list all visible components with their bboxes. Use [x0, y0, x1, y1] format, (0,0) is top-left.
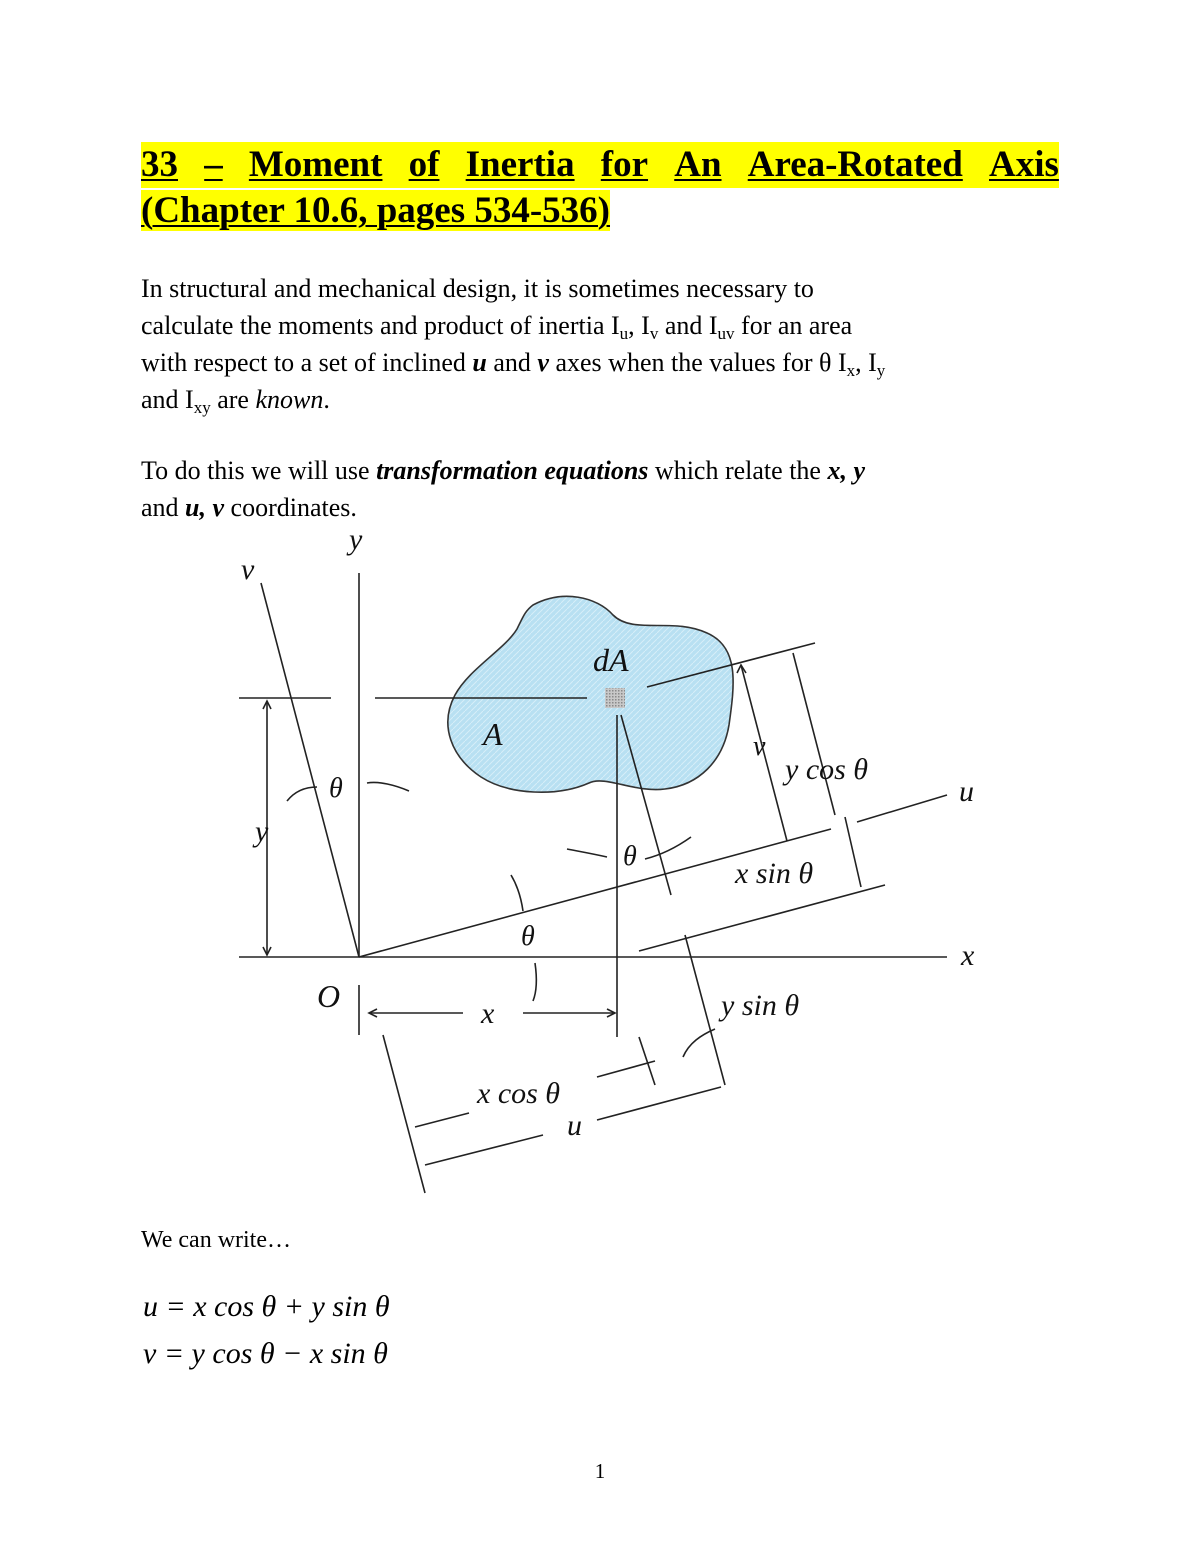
heading-word: of: [409, 142, 440, 188]
subscript: u: [619, 324, 629, 343]
text-run: and I: [141, 385, 194, 414]
text-run: and: [486, 348, 538, 377]
heading-word: Area-Rotated: [748, 142, 963, 188]
theta-low-label: θ: [521, 921, 535, 952]
text-run: and I: [658, 311, 718, 340]
origin-label: O: [317, 978, 341, 1014]
u-axis-line-ext: [857, 795, 947, 822]
u-axis-label: u: [959, 775, 974, 808]
da-label: dA: [593, 642, 629, 678]
heading-word: Inertia: [466, 142, 575, 188]
heading-chapter-ref: (Chapter 10.6, pages 534-536): [141, 190, 610, 231]
xsin-dim-line: [845, 817, 861, 887]
v-axis-label: v: [241, 553, 255, 586]
subscript: v: [649, 324, 659, 343]
theta-arc-low-top: [511, 875, 523, 911]
x-axis-label: x: [961, 939, 975, 972]
ysin-leader: [683, 1029, 715, 1057]
para-line: [141, 344, 1059, 381]
emphasis: u: [472, 348, 487, 377]
da-element: [605, 688, 625, 708]
heading-word: An: [674, 142, 721, 188]
theta-arc-right: [367, 782, 409, 791]
text-run: To do this we will use: [141, 456, 377, 485]
theta-arc-low-bottom: [533, 963, 536, 1001]
text-run: and: [141, 493, 186, 522]
heading-word: Axis: [989, 142, 1059, 188]
equation-text: u = x cos θ + y sin θ: [143, 1290, 390, 1323]
emphasis: known: [255, 385, 324, 414]
u-dim-left: [425, 1135, 543, 1165]
theta-left-label: θ: [329, 773, 343, 804]
subscript: y: [876, 361, 886, 380]
text-run: for an area: [734, 311, 853, 340]
heading-line-2: [141, 188, 1059, 234]
u-dim-right: [597, 1087, 721, 1120]
emphasis: x, y: [827, 456, 865, 485]
write-intro-text: We can write…: [141, 1227, 291, 1253]
text-run: coordinates.: [224, 493, 357, 522]
heading-word: –: [204, 142, 223, 188]
area-label: A: [483, 716, 503, 752]
u-dim-left-ext: [383, 1035, 425, 1193]
text-run: calculate the moments and product of inertia I: [141, 311, 620, 340]
equation-v: [143, 1337, 388, 1371]
para-line: In structural and mechanical design, it is sometimes necessary to: [141, 274, 814, 303]
theta-arc-left: [287, 787, 317, 801]
equation-u: [143, 1290, 390, 1324]
emphasis: u, v: [185, 493, 225, 522]
heading-word: Moment: [249, 142, 383, 188]
theta-mid-label: θ: [623, 841, 637, 872]
u-axis-line: [359, 829, 831, 957]
heading-word: 33: [141, 142, 178, 188]
para-line: [141, 307, 1059, 344]
u-dimension-label: u: [567, 1109, 582, 1142]
x-cos-theta-label: x cos θ: [477, 1077, 561, 1110]
emphasis: v: [537, 348, 549, 377]
text-run: .: [323, 385, 330, 414]
para-line: [141, 489, 1059, 526]
y-axis-label: y: [349, 525, 363, 556]
xcos-dim-right: [597, 1061, 655, 1077]
theta-arc-mid-right: [645, 837, 691, 859]
intro-paragraph: [141, 270, 1059, 418]
heading-line-1: [141, 142, 1059, 188]
text-run: , I: [628, 311, 650, 340]
v-dimension-label: v: [753, 731, 766, 762]
text-run: , I: [855, 348, 877, 377]
xsin-bottom-ext: [639, 885, 885, 951]
x-dimension-label: x: [481, 997, 495, 1030]
text-run: which relate the: [648, 456, 828, 485]
v-axis-line: [261, 583, 359, 957]
text-run: axes when the values for θ I: [548, 348, 847, 377]
equation-text: v = y cos θ − x sin θ: [143, 1337, 388, 1370]
x-sin-theta-label: x sin θ: [735, 857, 814, 890]
subscript: xy: [193, 398, 211, 417]
para-line: [141, 452, 1059, 489]
text-run: with respect to a set of inclined: [141, 348, 473, 377]
y-dimension-label: y: [255, 815, 269, 848]
rotated-axes-figure: [225, 525, 995, 1215]
area-shape: [448, 596, 733, 792]
para-line: [141, 381, 1059, 418]
theta-arc-mid-left: [567, 849, 607, 857]
subscript: uv: [717, 324, 735, 343]
section-heading: [141, 142, 1059, 234]
page-number: 1: [594, 1459, 606, 1483]
transformation-paragraph: [141, 452, 1059, 526]
y-cos-theta-label: y cos θ: [785, 753, 869, 786]
heading-word: for: [601, 142, 648, 188]
xcos-dim-left: [415, 1113, 469, 1127]
emphasis: transformation equations: [376, 456, 649, 485]
y-sin-theta-label: y sin θ: [721, 989, 800, 1022]
text-run: are: [210, 385, 256, 414]
subscript: x: [846, 361, 856, 380]
ycos-dim-line: [793, 653, 835, 815]
